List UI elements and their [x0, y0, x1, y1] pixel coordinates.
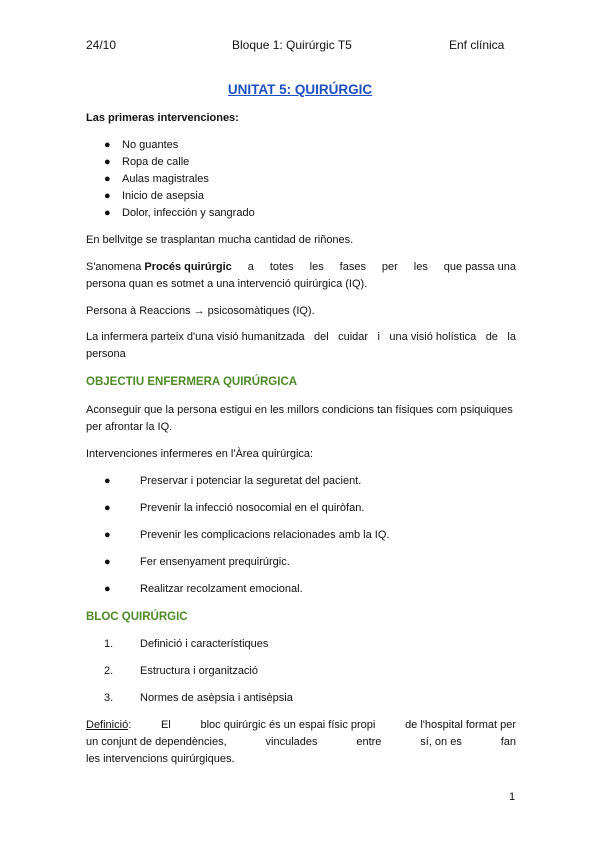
section-heading-objectiu: OBJECTIU ENFERMERA QUIRÚRGICA: [86, 376, 298, 388]
bullet-icon: ●: [104, 139, 111, 151]
list-item-text: Preservar i potenciar la seguretat del pacient.: [140, 475, 362, 487]
paragraph-proces-line1: [86, 261, 516, 273]
definicio-label: Definició: [86, 719, 129, 731]
list-item-text: Normes de asèpsia i antisèpsia: [140, 692, 293, 704]
list-item-text: Inicio de asepsia: [122, 190, 204, 202]
section-heading-bloc: BLOC QUIRÚRGIC: [86, 611, 188, 623]
paragraph-definicio-line3: les intervencions quirúrgiques.: [86, 753, 235, 765]
word: i: [377, 331, 380, 343]
paragraph-aconseguir-line2: per afrontar la IQ.: [86, 421, 173, 433]
bullet-icon: ●: [104, 502, 111, 514]
word: La infermera parteix d'una visió humanitzada: [86, 331, 305, 343]
list-item-text: Ropa de calle: [122, 156, 190, 168]
page-number: 1: [509, 791, 516, 803]
list-item-text: Realitzar recolzament emocional.: [140, 583, 303, 595]
list-item: [104, 190, 204, 202]
bullet-icon: ●: [104, 207, 111, 219]
header-title: Bloque 1: Quirúrgic T5: [232, 38, 352, 52]
list-item: [104, 156, 190, 168]
word: sí, on es: [420, 736, 462, 748]
list-item: [104, 173, 209, 185]
word: per: [381, 261, 398, 273]
paragraph-definicio-line1: [86, 719, 516, 731]
list-item-text: Estructura i organització: [140, 665, 258, 677]
list-item-text: Definició i característiques: [140, 638, 269, 650]
word: un conjunt de dependències,: [86, 736, 227, 748]
list-item-text: Prevenir la infecció nosocomial en el quiròfan.: [140, 502, 365, 514]
bullet-icon: ●: [104, 583, 111, 595]
bullet-icon: ●: [104, 475, 111, 487]
list-item: [104, 583, 303, 595]
list-item-text: Aulas magistrales: [122, 173, 209, 185]
header-subject: Enf clínica: [449, 38, 505, 52]
paragraph-aconseguir-line1: Aconseguir que la persona estigui en les millors condicions tan físiques com psiquiques: [86, 404, 513, 416]
list-item: [104, 692, 293, 704]
intro-heading: Las primeras intervenciones:: [86, 112, 239, 124]
bullet-icon: ●: [104, 529, 111, 541]
word: entre: [356, 736, 382, 748]
paragraph-persona: Persona à Reaccions → psicosomàtiques (IQ).: [86, 305, 315, 317]
paragraph-infermera-line1: [86, 331, 516, 343]
header-date: 24/10: [86, 38, 117, 52]
list-item-text: Dolor, infección y sangrado: [122, 207, 255, 219]
list-item: [104, 139, 179, 151]
list-item-number: 1.: [104, 638, 114, 650]
list-item: [104, 207, 255, 219]
list-item: [104, 502, 365, 514]
word: una visió holística: [389, 331, 477, 343]
word: bloc quirúrgic és un espai físic propi: [200, 719, 376, 731]
paragraph-intervenciones: Intervenciones infermeres en l'Àrea quirúrgica:: [86, 448, 314, 460]
word: la: [507, 331, 516, 343]
bullet-icon: ●: [104, 190, 111, 202]
proces-prefix: S'anomena Procés quirúrgic: [86, 261, 232, 273]
colon: :: [128, 719, 132, 731]
paragraph-bellvitge: En bellvitge se trasplantan mucha cantidad de riñones.: [86, 234, 354, 246]
paragraph-definicio-line2: [86, 736, 516, 748]
bullet-icon: ●: [104, 156, 111, 168]
word: fases: [339, 261, 366, 273]
paragraph-infermera-line2: persona: [86, 348, 126, 360]
word: fan: [500, 736, 516, 748]
word: de l'hospital format per: [405, 719, 516, 731]
page-title: UNITAT 5: QUIRÚRGIC: [227, 82, 373, 97]
proces-term: Procés quirúrgic: [144, 261, 232, 273]
list-item: [104, 475, 362, 487]
list-item-number: 3.: [104, 692, 114, 704]
bullet-icon: ●: [104, 556, 111, 568]
word: a: [247, 261, 254, 273]
word: les: [309, 261, 324, 273]
word: El: [160, 719, 171, 731]
list-item: [104, 638, 269, 650]
word: les: [413, 261, 428, 273]
word: cuidar: [338, 331, 369, 343]
list-item: [104, 665, 258, 677]
list-item: [104, 529, 390, 541]
paragraph-proces-line2: persona quan es sotmet a una intervenció quirúrgica (IQ).: [86, 278, 368, 290]
list-item-text: Fer ensenyament prequirúrgic.: [140, 556, 290, 568]
definicio-label-group: [86, 719, 131, 731]
list-item-text: Prevenir les complicacions relacionades amb la IQ.: [140, 529, 390, 541]
list-item-number: 2.: [104, 665, 114, 677]
word: vinculades: [265, 736, 318, 748]
word: de: [485, 331, 498, 343]
list-item-text: No guantes: [122, 139, 179, 151]
word: totes: [269, 261, 294, 273]
bullet-icon: ●: [104, 173, 111, 185]
word: del: [314, 331, 329, 343]
list-item: [104, 556, 290, 568]
word: que passa una: [443, 261, 516, 273]
